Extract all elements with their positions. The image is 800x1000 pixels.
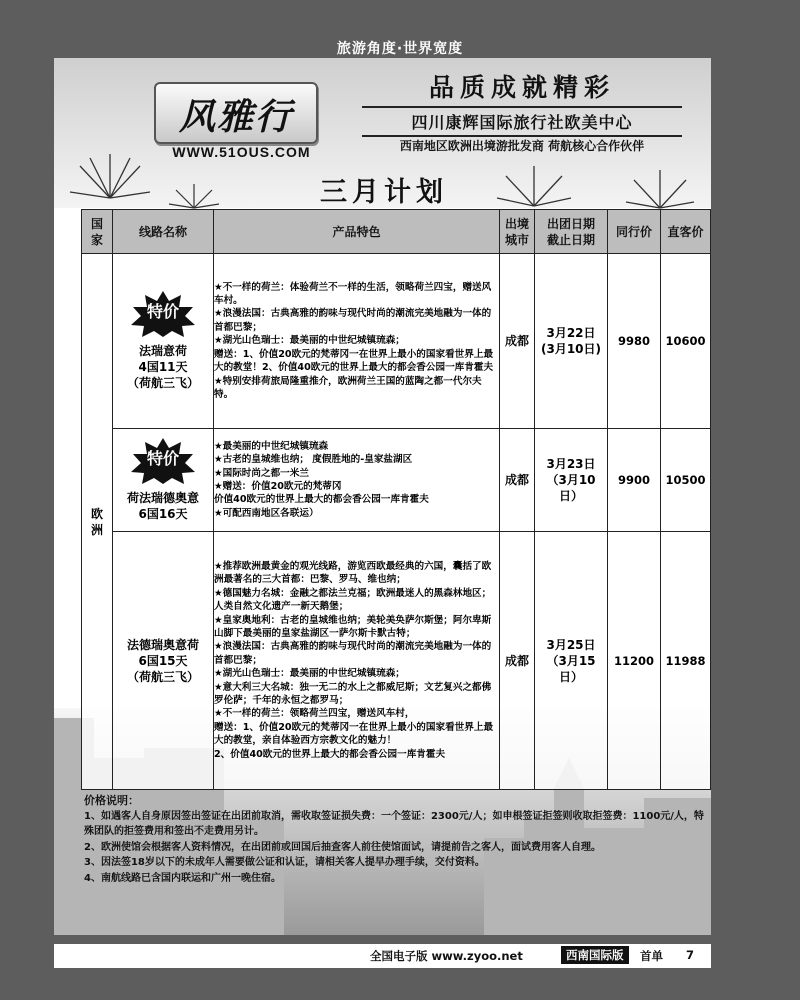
website-url: WWW.51OUS.COM: [172, 144, 311, 160]
flyer-sheet: [54, 58, 711, 935]
footer-section-badge: 西南国际版: [561, 946, 629, 964]
price-notes: [84, 793, 704, 886]
badge-label: 特价: [146, 449, 179, 468]
feature-line: ★湖光山色瑞士：最美丽的中世纪城镇琉森；: [214, 335, 405, 347]
feature-line: 赠送：1、价值20欧元的梵蒂冈一在世界上最小的国家看世界上最大的教堂！2、价值40欧元的世界上最大的都会香公园一库肯霍夫: [214, 348, 494, 374]
feature-line: 价值40欧元的世界上最大的都会香公园一库肯霍夫: [214, 494, 429, 506]
slogan: 品质成就精彩: [428, 73, 615, 102]
footer-bar: [54, 944, 711, 968]
route-duration: 6国16天: [138, 507, 188, 521]
route-duration: 4国11天: [138, 360, 188, 374]
features-cell: [214, 429, 500, 532]
header-direct-price: 直客价: [661, 210, 711, 254]
footer-edition: 全国电子版 www.zyoo.net: [370, 949, 523, 963]
route-duration: 6国15天: [138, 653, 188, 668]
note-item: 3、因法签18岁以下的未成年人需要做公证和认证，请相关客人提早办理手续，交付资料。: [84, 857, 485, 868]
features-cell: [214, 254, 500, 429]
header-city: 出境城市: [500, 210, 535, 254]
special-price-badge: [129, 291, 197, 337]
feature-line: ★不一样的荷兰：领略荷兰四宝，赠送风车村，: [214, 708, 415, 720]
route-name: 荷法瑞德奥意: [126, 491, 199, 505]
date-cell: [535, 532, 608, 790]
header-features: 产品特色: [214, 210, 500, 254]
header-route: 线路名称: [113, 210, 214, 254]
header-tagline: 旅游角度·世界宽度: [336, 41, 464, 57]
header-country: 国家: [82, 210, 113, 254]
notes-title: 价格说明：: [84, 794, 139, 807]
badge-label: 特价: [146, 302, 179, 321]
feature-line: ★推荐欧洲最黄金的观光线路，游览西欧最经典的六国，囊括了欧洲最著名的三大首都：巴黎、罗马、维也纳；: [214, 560, 492, 586]
note-item: 1、如遇客人自身原因签出签证在出团前取消，需收取签证损失费：一个签证：2300元/人；如申根签证拒签则收取拒签费：1100元/人，特殊团队的拒签费用和签出不走费用另计。: [84, 810, 704, 837]
feature-line: ★浪漫法国：古典高雅的韵味与现代时尚的潮流完美地融为一体的首都巴黎；: [214, 641, 492, 666]
feature-line: ★湖光山色瑞士：最美丽的中世纪城镇琉森；: [214, 668, 405, 680]
city-cell: 成都: [500, 254, 535, 429]
table-row: [82, 532, 711, 790]
header-peer-price: 同行价: [608, 210, 661, 254]
peer-price-cell: 11200: [608, 532, 661, 790]
deadline-date: （3月15: [546, 653, 596, 668]
top-band: [0, 0, 800, 58]
feature-line: ★德国魅力名城：金融之都法兰克福；欧洲最迷人的黑森林地区；人类自然文化遗产一新天鹅堡；: [214, 587, 492, 613]
city-cell: 成都: [500, 429, 535, 532]
peer-price-cell: 9980: [608, 254, 661, 429]
feature-line: ★浪漫法国：古典高雅的韵味与现代时尚的潮流完美地融为一体的首都巴黎；: [214, 308, 492, 333]
feature-line: 2、价值40欧元的世界上最大的都会香公园一库肯霍夫: [214, 748, 446, 760]
special-price-badge: [129, 438, 197, 484]
agency-name: 四川康辉国际旅行社欧美中心: [362, 106, 682, 137]
date-cell: [535, 254, 608, 429]
country-cell: 欧洲: [82, 254, 113, 790]
deadline-date: (3月10日): [540, 342, 602, 356]
departure-date: 3月25日: [546, 637, 596, 652]
feature-line: 赠送：1、价值20欧元的梵蒂冈一在世界上最小的国家看世界上最大的教堂，亲自体验西方宗教文化的魅力！: [214, 721, 494, 747]
route-name: 法瑞意荷: [138, 344, 187, 358]
table-row: [82, 254, 711, 429]
note-item: 2、欧洲使馆会根据客人资料情况，在出团前或回国后抽查客人前往使馆面试，请提前告之客人，面试费用客人自理。: [84, 841, 601, 853]
footer-page-label: 首单: [640, 949, 663, 963]
city-cell: 成都: [500, 532, 535, 790]
deadline-date-end: 日）: [558, 669, 583, 684]
feature-line: ★意大利三大名城：独一无二的水上之都威尼斯；文艺复兴之都佛罗伦萨；千年的永恒之都罗马；: [214, 681, 492, 707]
table-row: [82, 429, 711, 532]
feature-line: ★可配西南地区各联运）: [214, 507, 319, 519]
features-cell: [214, 532, 500, 790]
logo-text: 风雅行: [178, 96, 293, 138]
route-cell: [113, 429, 214, 532]
direct-price-cell: 11988: [661, 532, 711, 790]
table-header-row: [82, 210, 711, 254]
feature-line: ★特别安排荷旅局隆重推介，欧洲荷兰王国的蓝陶之都一代尔夫特。: [214, 375, 482, 400]
direct-price-cell: 10500: [661, 429, 711, 532]
footer-page-number: 7: [686, 948, 695, 962]
feature-line: ★国际时尚之都一米兰: [214, 467, 309, 479]
departure-date: 3月23日: [546, 457, 596, 471]
brand-logo: [154, 82, 318, 144]
feature-line: ★皇家奥地利：古老的皇城维也纳；美轮美奂萨尔斯堡；阿尔卑斯山脚下最美丽的皇家盐湖区一萨尔斯卡默古特；: [214, 614, 492, 639]
route-cell: [113, 532, 214, 790]
feature-line: ★古老的皇城维也纳； 度假胜地的-皇家盐湖区: [214, 454, 413, 466]
peer-price-cell: 9900: [608, 429, 661, 532]
date-cell: [535, 429, 608, 532]
feature-line: ★不一样的荷兰：体验荷兰不一样的生活，领略荷兰四宝，赠送风车村。: [214, 281, 492, 307]
departure-date: 3月22日: [546, 326, 596, 340]
tour-table: [81, 209, 711, 790]
route-name: 法德瑞奥意荷: [126, 637, 199, 652]
header-date: 出团日期截止日期: [535, 210, 608, 254]
feature-line: ★最美丽的中世纪城镇琉森: [214, 440, 329, 452]
route-cell: [113, 254, 214, 429]
note-item: 4、南航线路已含国内联运和广州一晚住宿。: [84, 872, 281, 884]
deadline-date-end: 日）: [558, 489, 583, 503]
route-airline: （荷航三飞）: [126, 376, 199, 390]
direct-price-cell: 10600: [661, 254, 711, 429]
partner-line: 西南地区欧洲出境游批发商 荷航核心合作伙伴: [399, 139, 645, 153]
route-airline: （荷航三飞）: [126, 669, 199, 684]
plan-title: 三月计划: [320, 177, 448, 208]
deadline-date: （3月10: [546, 473, 596, 487]
feature-line: ★赠送：价值20欧元的梵蒂冈: [214, 481, 342, 492]
